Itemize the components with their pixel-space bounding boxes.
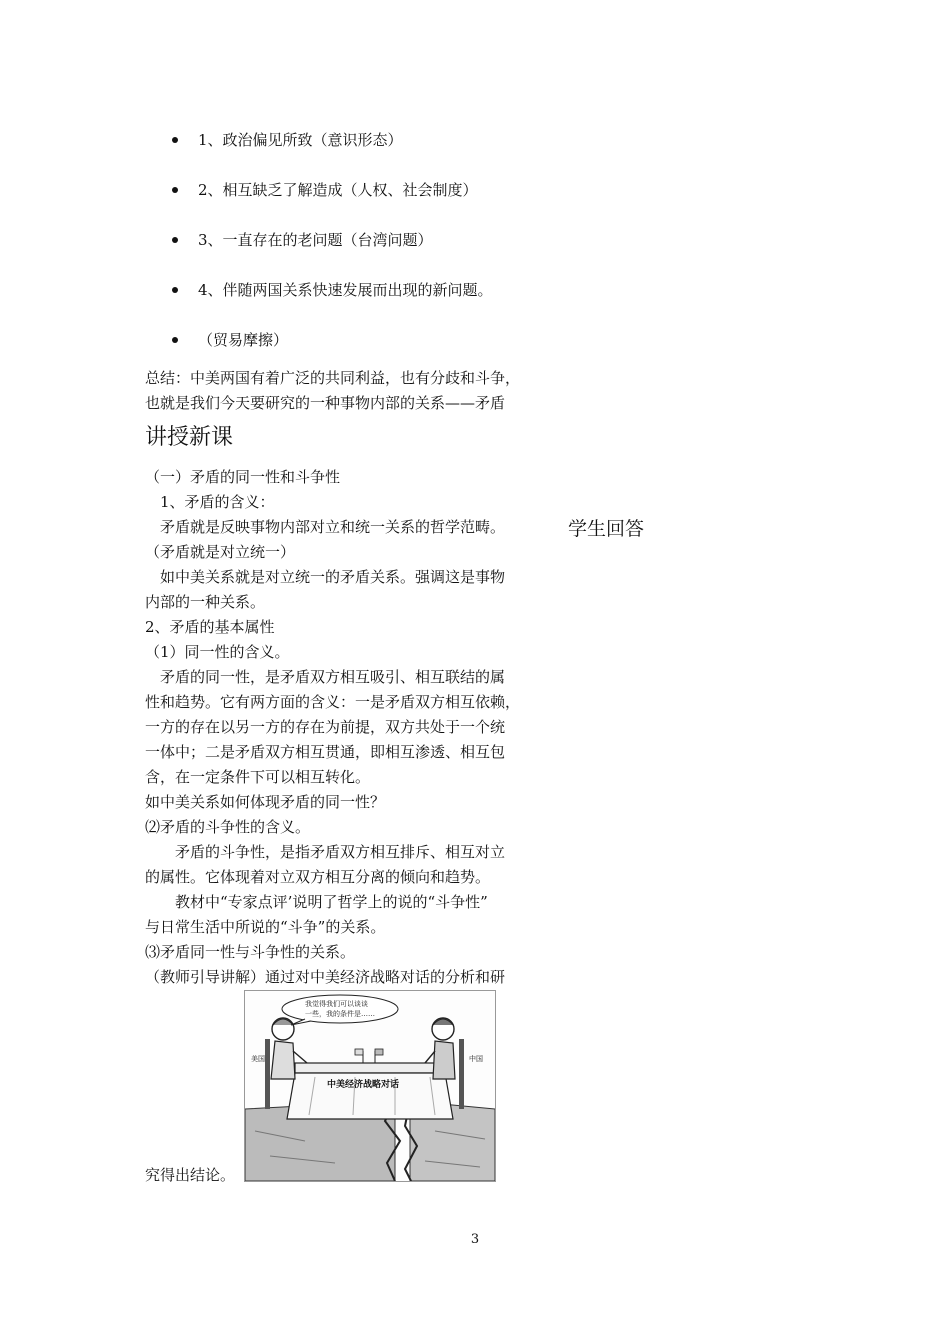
body-line: （矛盾就是对立统一） <box>145 543 296 561</box>
body-line: 含，在一定条件下可以相互转化。 <box>145 768 371 786</box>
bullet-dot-icon <box>172 187 178 193</box>
body-line: （一）矛盾的同一性和斗争性 <box>145 468 341 486</box>
body-line: 教材中“专家点评’说明了哲学上的说的“斗争性” <box>145 893 488 911</box>
bullet-dot-icon <box>172 237 178 243</box>
bullet-item: （贸易摩擦） <box>172 330 288 350</box>
bullet-dot-icon <box>172 137 178 143</box>
body-line: 矛盾的斗争性，是指矛盾双方相互排斥、相互对立 <box>145 843 506 861</box>
body-line: 的属性。它体现着对立双方相互分离的倾向和趋势。 <box>145 868 491 886</box>
bullet-item: 2、相互缺乏了解造成（人权、社会制度） <box>172 180 478 200</box>
body-line: 矛盾的同一性，是矛盾双方相互吸引、相互联结的属 <box>145 668 506 686</box>
bullet-item: 1、政治偏见所致（意识形态） <box>172 130 403 150</box>
table-banner-label: 中美经济战略对话 <box>327 1080 400 1090</box>
right-country-label: 中国 <box>469 1055 483 1063</box>
lesson-body <box>145 465 560 990</box>
body-line: 如中美关系如何体现矛盾的同一性？ <box>145 793 386 811</box>
bullet-dot-icon <box>172 287 178 293</box>
conclusion-line: 究得出结论。 <box>145 1166 236 1184</box>
body-line: 1、矛盾的含义： <box>145 493 275 511</box>
side-note: 学生回答 <box>568 518 645 540</box>
section-heading: 讲授新课 <box>145 425 234 450</box>
body-line: 内部的一种关系。 <box>145 593 266 611</box>
body-line: ⑵矛盾的斗争性的含义。 <box>145 818 311 836</box>
body-line: 一方的存在以另一方的存在为前提，双方共处于一个统 <box>145 718 506 736</box>
body-line: 性和趋势。它有两方面的含义：一是矛盾双方相互依赖， <box>145 693 521 711</box>
dialogue-cartoon <box>244 990 496 1182</box>
speech-line-2: 一些，我的条件是…… <box>305 1010 375 1018</box>
bullet-item: 4、伴随两国关系快速发展而出现的新问题。 <box>172 280 493 300</box>
body-line: 矛盾就是反映事物内部对立和统一关系的哲学范畴。 <box>145 518 506 536</box>
cartoon-illustration <box>245 991 495 1181</box>
summary-paragraph: 总结：中美两国有着广泛的共同利益，也有分歧和斗争， 也就是我们今天要研究的一种事物内部的关系——矛盾 <box>145 369 521 412</box>
body-line: 2、矛盾的基本属性 <box>145 618 275 636</box>
body-line: 一体中；二是矛盾双方相互贯通，即相互渗透、相互包 <box>145 743 506 761</box>
body-line: （1）同一性的含义。 <box>145 643 290 661</box>
speech-line-1: 我觉得我们可以谈谈 <box>305 1000 368 1008</box>
page-number: 3 <box>470 1232 480 1247</box>
body-line: 与日常生活中所说的“斗争”的关系。 <box>145 918 386 936</box>
left-country-label: 美国 <box>251 1055 265 1063</box>
body-line: ⑶矛盾同一性与斗争性的关系。 <box>145 943 356 961</box>
body-line: （教师引导讲解）通过对中美经济战略对话的分析和研 <box>145 968 506 986</box>
bullet-dot-icon <box>172 337 178 343</box>
body-line: 如中美关系就是对立统一的矛盾关系。强调这是事物 <box>145 568 506 586</box>
bullet-item: 3、一直存在的老问题（台湾问题） <box>172 230 433 250</box>
